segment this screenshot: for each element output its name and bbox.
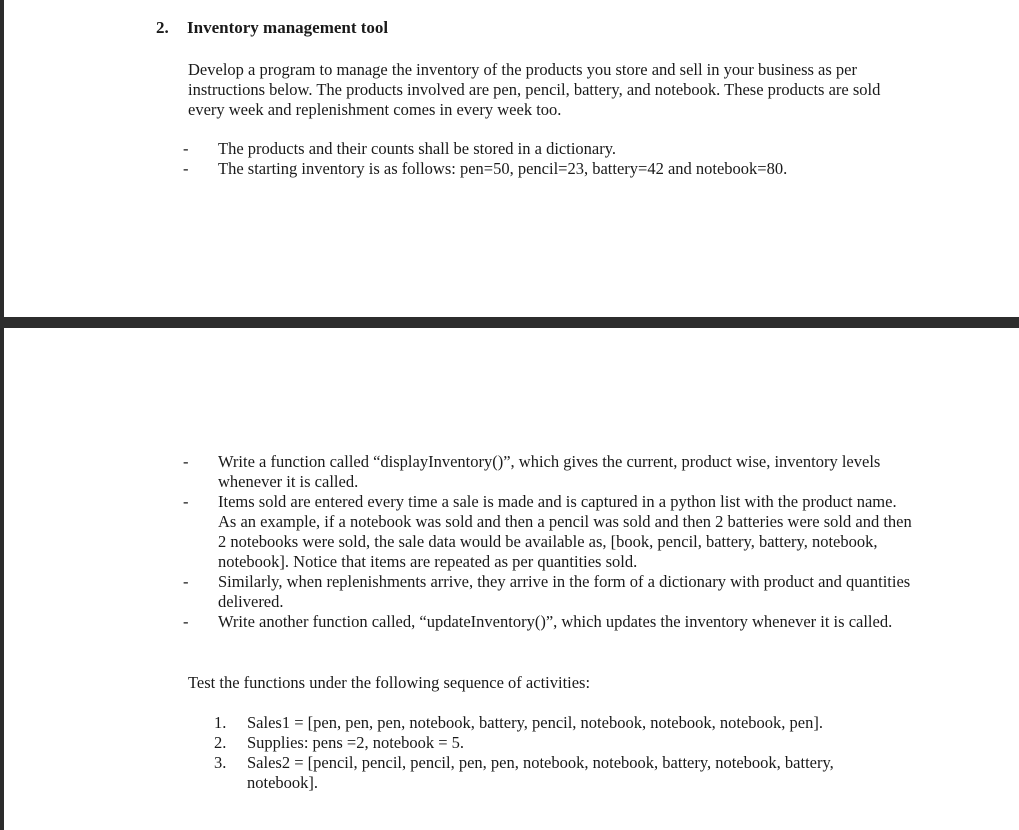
step-number: 2. (214, 733, 227, 752)
bullet-dash: - (183, 159, 189, 178)
step-item: 2. Supplies: pens =2, notebook = 5. (214, 733, 465, 752)
page-separator (0, 317, 1019, 328)
list-item: - Write a function called “displayInventory()”, which gives the current, product wise, inventory levels whenever it is called. (183, 452, 881, 491)
step-number: 1. (214, 713, 227, 732)
bullet-dash: - (183, 452, 189, 471)
step-item: 1. Sales1 = [pen, pen, pen, notebook, battery, pencil, notebook, notebook, notebook, pen]. (214, 713, 823, 732)
top-bullet-list (183, 139, 913, 179)
bullet-dash: - (183, 492, 189, 511)
list-item: - The starting inventory is as follows: pen=50, pencil=23, battery=42 and notebook=80. (183, 159, 788, 178)
bullet-dash: - (183, 139, 189, 158)
test-intro: Test the functions under the following sequence of activities: (188, 673, 591, 692)
bullet-dash: - (183, 612, 189, 631)
list-item: - Write another function called, “updateInventory()”, which updates the inventory whenever it is called. (183, 612, 893, 631)
bottom-bullet-list (183, 452, 913, 632)
section-heading (156, 18, 388, 38)
list-item: - The products and their counts shall be stored in a dictionary. (183, 139, 617, 158)
step-number: 3. (214, 753, 227, 772)
steps-list (214, 713, 894, 793)
intro-paragraph: Develop a program to manage the inventory of the products you store and sell in your business as per instructions below. The products involved are pen, pencil, battery, and notebook. These products are sold every week and replenishment comes in every week too. (188, 60, 881, 119)
section-number: 2. (156, 18, 169, 37)
list-item: - Items sold are entered every time a sale is made and is captured in a python list with the product name. As an example, if a notebook was sold and then a pencil was sold and then 2 batteries were sold and then 2 notebooks were sold, the sale data would be available as, [book, pencil, battery, battery, notebook, notebook]. Notice that items are repeated as per quantities sold. (183, 492, 912, 571)
list-item: - Similarly, when replenishments arrive, they arrive in the form of a dictionary with product and quantities delivered. (183, 572, 911, 611)
bullet-dash: - (183, 572, 189, 591)
section-title: Inventory management tool (187, 18, 389, 37)
step-item: 3. Sales2 = [pencil, pencil, pencil, pen, pen, notebook, notebook, battery, notebook, battery, notebook]. (214, 753, 834, 792)
